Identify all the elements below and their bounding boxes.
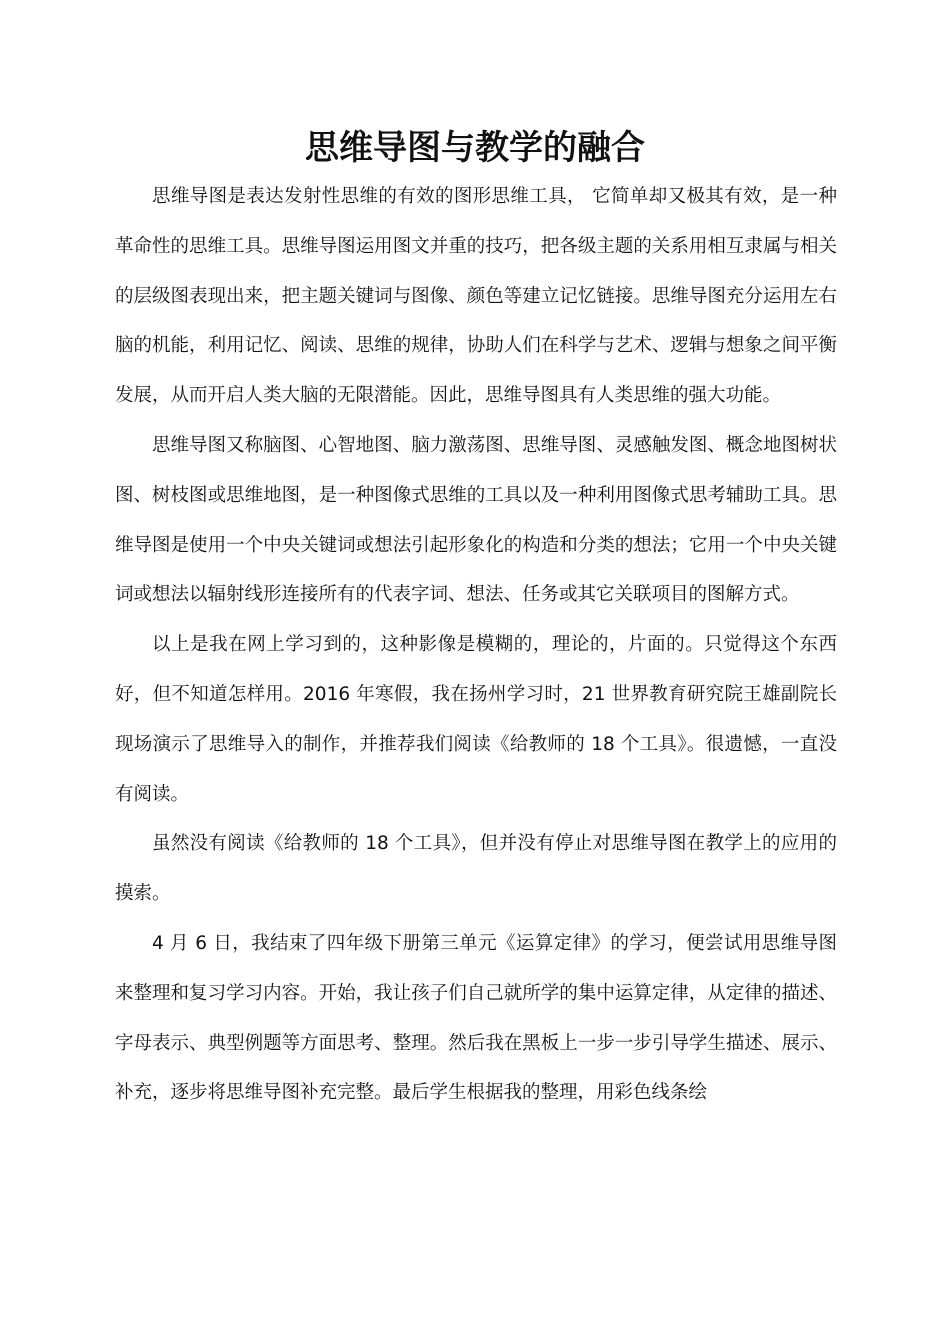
paragraph: 虽然没有阅读《给教师的 18 个工具》，但并没有停止对思维导图在教学上的应用的摸索。 (115, 833, 837, 905)
paragraph: 4 月 6 日，我结束了四年级下册第三单元《运算定律》的学习，便尝试用思维导图来整理和复习学习内容。开始，我让孩子们自己就所学的集中运算定律，从定律的描述、字母表示、典型例题等方面思考、整理。然后我在黑板上一步一步引导学生描述、展示、补充，逐步将思维导图补充完整。最后学生根据我的整理，用彩色线条绘 (115, 932, 837, 1104)
document-body (115, 172, 837, 1118)
paragraph: 思维导图是表达发射性思维的有效的图形思维工具， 它简单却又极其有效，是一种革命性的思维工具。思维导图运用图文并重的技巧，把各级主题的关系用相互隶属与相关的层级图表现出来，把主题关键词与图像、颜色等建立记忆链接。思维导图充分运用左右脑的机能，利用记忆、阅读、思维的规律，协助人们在科学与艺术、逻辑与想象之间平衡发展，从而开启人类大脑的无限潜能。因此，思维导图具有人类思维的强大功能。 (115, 186, 837, 407)
paragraph: 思维导图又称脑图、心智地图、脑力激荡图、思维导图、灵感触发图、概念地图树状图、树枝图或思维地图，是一种图像式思维的工具以及一种利用图像式思考辅助工具。思维导图是使用一个中央关键词或想法引起形象化的构造和分类的想法；它用一个中央关键词或想法以辐射线形连接所有的代表字词、想法、任务或其它关联项目的图解方式。 (115, 434, 837, 606)
paragraph: 以上是我在网上学习到的，这种影像是模糊的，理论的，片面的。只觉得这个东西好，但不知道怎样用。2016 年寒假，我在扬州学习时，21 世界教育研究院王雄副院长现场演示了思维导入的制作，并推荐我们阅读《给教师的 18 个工具》。很遗憾，一直没有阅读。 (115, 634, 837, 805)
document-title: 思维导图与教学的融合 (305, 128, 645, 168)
